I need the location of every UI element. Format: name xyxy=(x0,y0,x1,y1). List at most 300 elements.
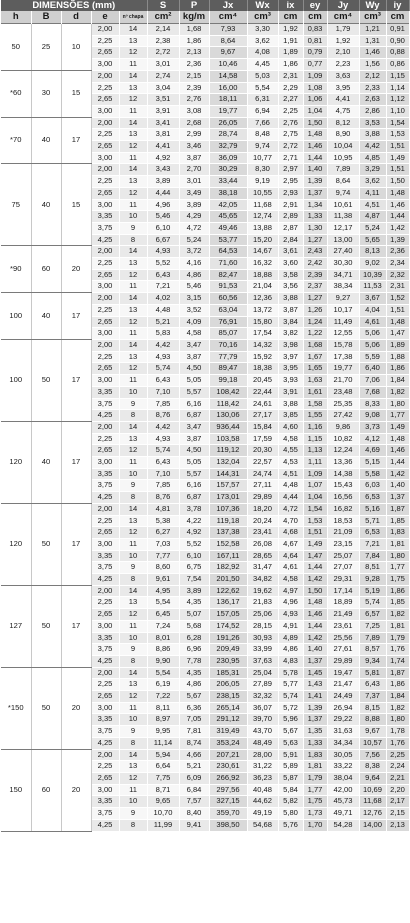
table-cell: 2,00 xyxy=(91,246,119,258)
table-cell: 11 xyxy=(119,620,147,632)
table-cell: 2,13 xyxy=(179,47,209,59)
table-cell: 2,97 xyxy=(278,164,303,176)
table-cell: 77,79 xyxy=(209,351,247,363)
table-cell: 24,74 xyxy=(247,468,278,480)
table-cell: 5,15 xyxy=(359,457,386,469)
table-cell: 8,76 xyxy=(147,492,179,504)
table-cell: 17,38 xyxy=(327,351,359,363)
table-cell: 266,92 xyxy=(209,773,247,785)
dimension-h: *90 xyxy=(1,246,31,293)
table-cell: 7,22 xyxy=(147,691,179,703)
table-cell: 8 xyxy=(119,410,147,422)
table-cell: 3,88 xyxy=(278,398,303,410)
table-cell: 23,15 xyxy=(327,538,359,550)
table-cell: 44,62 xyxy=(247,796,278,808)
table-cell: 4,09 xyxy=(179,316,209,328)
table-cell: 4,25 xyxy=(91,737,119,749)
table-cell: 39,70 xyxy=(247,714,278,726)
header-ey: ey xyxy=(303,0,327,11)
table-cell: 5,87 xyxy=(278,773,303,785)
table-cell: 4,41 xyxy=(147,141,179,153)
table-cell: 9,74 xyxy=(247,141,278,153)
table-cell: 12 xyxy=(119,773,147,785)
table-cell: 8,38 xyxy=(359,761,386,773)
table-cell: 2,32 xyxy=(386,269,409,281)
table-cell: 3,75 xyxy=(91,644,119,656)
table-cell: 42,00 xyxy=(327,784,359,796)
table-cell: 2,38 xyxy=(147,35,179,47)
table-cell: 1,43 xyxy=(303,679,327,691)
table-cell: 12 xyxy=(119,94,147,106)
table-cell: 3,51 xyxy=(147,94,179,106)
table-cell: 14 xyxy=(119,339,147,351)
table-cell: 2,25 xyxy=(91,176,119,188)
table-cell: 6,31 xyxy=(247,94,278,106)
table-cell: 3,30 xyxy=(247,24,278,36)
table-cell: 13 xyxy=(119,35,147,47)
table-cell: 12 xyxy=(119,609,147,621)
table-cell: 13,88 xyxy=(247,222,278,234)
table-cell: 2,99 xyxy=(179,129,209,141)
table-cell: 43,70 xyxy=(247,726,278,738)
table-cell: 2,37 xyxy=(303,281,327,293)
table-cell: 14 xyxy=(119,117,147,129)
table-cell: 3,75 xyxy=(91,398,119,410)
table-cell: 11,38 xyxy=(327,211,359,223)
table-cell: 21,04 xyxy=(247,281,278,293)
table-cell: 26,94 xyxy=(327,702,359,714)
table-cell: 2,00 xyxy=(91,585,119,597)
table-cell: 14 xyxy=(119,293,147,305)
table-cell: 29,22 xyxy=(327,714,359,726)
table-cell: 157,57 xyxy=(209,480,247,492)
dimension-b: 50 xyxy=(31,503,61,585)
table-cell: 167,11 xyxy=(209,550,247,562)
dimension-b: 50 xyxy=(31,339,61,421)
table-cell: 15,78 xyxy=(327,339,359,351)
header-n-chapa: nº chapa xyxy=(119,11,147,24)
unit-ix: cm xyxy=(278,11,303,24)
table-cell: 1,42 xyxy=(303,632,327,644)
dimension-d: 15 xyxy=(61,164,91,246)
table-cell: 10,77 xyxy=(247,152,278,164)
table-cell: 291,12 xyxy=(209,714,247,726)
table-body xyxy=(1,24,409,832)
table-cell: 13 xyxy=(119,82,147,94)
table-cell: 209,49 xyxy=(209,644,247,656)
header-Wx: Wx xyxy=(247,0,278,11)
table-cell: 1,42 xyxy=(386,468,409,480)
table-cell: 2,68 xyxy=(179,117,209,129)
table-cell: 4,75 xyxy=(327,105,359,117)
table-cell: 1,15 xyxy=(386,70,409,82)
table-cell: 6,10 xyxy=(147,222,179,234)
table-cell: 8 xyxy=(119,819,147,831)
table-cell: 14 xyxy=(119,246,147,258)
table-cell: 60,56 xyxy=(209,293,247,305)
table-cell: 1,44 xyxy=(303,152,327,164)
table-cell: 16,32 xyxy=(247,258,278,270)
table-cell: 5,71 xyxy=(359,515,386,527)
table-cell: 1,58 xyxy=(303,398,327,410)
table-cell: 7,89 xyxy=(359,632,386,644)
table-cell: 238,15 xyxy=(209,691,247,703)
table-cell: 5,52 xyxy=(147,258,179,270)
table-cell: 12 xyxy=(119,316,147,328)
table-cell: 11,68 xyxy=(359,796,386,808)
table-row xyxy=(1,246,409,258)
table-cell: 70,16 xyxy=(209,339,247,351)
table-cell: 17,14 xyxy=(327,585,359,597)
table-cell: 0,88 xyxy=(386,47,409,59)
table-cell: 21,83 xyxy=(247,597,278,609)
table-cell: 9,61 xyxy=(147,574,179,586)
table-cell: 1,74 xyxy=(386,655,409,667)
table-cell: 1,53 xyxy=(386,129,409,141)
table-cell: 0,77 xyxy=(303,59,327,71)
table-cell: 5,05 xyxy=(179,457,209,469)
table-cell: 3,75 xyxy=(91,808,119,820)
table-cell: 2,91 xyxy=(278,199,303,211)
table-cell: 4,93 xyxy=(147,246,179,258)
table-cell: 10,70 xyxy=(147,808,179,820)
table-cell: 11 xyxy=(119,199,147,211)
table-cell: 2,20 xyxy=(386,784,409,796)
table-cell: 8,15 xyxy=(359,702,386,714)
table-cell: 4,97 xyxy=(278,585,303,597)
table-cell: 76,91 xyxy=(209,316,247,328)
table-cell: 5,21 xyxy=(147,316,179,328)
table-cell: 1,37 xyxy=(303,187,327,199)
table-cell: 1,37 xyxy=(386,492,409,504)
table-cell: 1,40 xyxy=(303,644,327,656)
dimension-h: 50 xyxy=(1,24,31,71)
table-cell: 2,00 xyxy=(91,24,119,36)
dimension-h: 75 xyxy=(1,164,31,246)
table-cell: 12,76 xyxy=(359,808,386,820)
table-cell: 3,35 xyxy=(91,386,119,398)
table-cell: 8,51 xyxy=(359,562,386,574)
table-cell: 1,06 xyxy=(303,94,327,106)
table-cell: 10,61 xyxy=(327,199,359,211)
table-cell: 4,92 xyxy=(147,152,179,164)
table-cell: 12,74 xyxy=(247,211,278,223)
table-cell: 2,00 xyxy=(91,421,119,433)
table-cell: 5,24 xyxy=(359,222,386,234)
table-cell: 137,38 xyxy=(209,527,247,539)
table-cell: 9,34 xyxy=(359,655,386,667)
table-cell: 3,62 xyxy=(359,176,386,188)
table-cell: 4,12 xyxy=(359,433,386,445)
table-cell: 3,75 xyxy=(91,726,119,738)
table-cell: 9,65 xyxy=(147,796,179,808)
table-cell: 2,13 xyxy=(386,819,409,831)
table-cell: 0,86 xyxy=(386,59,409,71)
table-header xyxy=(1,0,409,24)
dimension-h: 120 xyxy=(1,503,31,585)
table-cell: 1,48 xyxy=(386,316,409,328)
table-cell: 1,52 xyxy=(386,293,409,305)
table-cell: 4,93 xyxy=(147,433,179,445)
table-cell: 13 xyxy=(119,597,147,609)
table-cell: 1,41 xyxy=(303,691,327,703)
table-cell: 6,36 xyxy=(179,702,209,714)
dimension-b: 30 xyxy=(31,70,61,117)
table-cell: 3,35 xyxy=(91,632,119,644)
table-cell: 1,78 xyxy=(386,726,409,738)
table-cell: 11 xyxy=(119,457,147,469)
table-cell: 13,72 xyxy=(247,304,278,316)
table-cell: 8,12 xyxy=(327,117,359,129)
dimension-b: 40 xyxy=(31,293,61,340)
table-cell: 1,04 xyxy=(303,105,327,117)
table-cell: 12 xyxy=(119,363,147,375)
table-cell: 1,33 xyxy=(303,211,327,223)
table-cell: 54,68 xyxy=(247,819,278,831)
table-cell: 3,00 xyxy=(91,457,119,469)
table-cell: 7,25 xyxy=(359,620,386,632)
table-cell: 8,74 xyxy=(179,737,209,749)
table-cell: 2,36 xyxy=(179,59,209,71)
table-cell: 31,47 xyxy=(247,562,278,574)
table-cell: 6,27 xyxy=(147,527,179,539)
table-cell: 2,65 xyxy=(91,527,119,539)
table-cell: 6,53 xyxy=(359,527,386,539)
table-row xyxy=(1,585,409,597)
table-cell: 1,80 xyxy=(386,398,409,410)
table-cell: 9,67 xyxy=(359,726,386,738)
header-row-units xyxy=(1,11,409,24)
table-cell: 2,36 xyxy=(386,246,409,258)
table-cell: 5,21 xyxy=(179,761,209,773)
table-cell: 23,61 xyxy=(327,620,359,632)
table-cell: 5,57 xyxy=(179,468,209,480)
table-cell: 3,63 xyxy=(327,70,359,82)
table-cell: 1,81 xyxy=(386,538,409,550)
table-cell: 3,88 xyxy=(278,293,303,305)
table-cell: 174,52 xyxy=(209,620,247,632)
table-cell: 8 xyxy=(119,234,147,246)
table-cell: 4,48 xyxy=(147,304,179,316)
table-cell: 8,64 xyxy=(209,35,247,47)
table-cell: 3,75 xyxy=(91,480,119,492)
table-cell: 4,60 xyxy=(278,421,303,433)
table-cell: 3,08 xyxy=(179,105,209,117)
table-cell: 152,58 xyxy=(209,538,247,550)
dimensions-header: DIMENSÕES (mm) xyxy=(1,0,147,11)
table-cell: 3,87 xyxy=(278,304,303,316)
table-cell: 30,30 xyxy=(327,258,359,270)
table-cell: 11 xyxy=(119,702,147,714)
table-cell: 16,56 xyxy=(327,492,359,504)
table-cell: 7,06 xyxy=(359,375,386,387)
table-cell: 11 xyxy=(119,59,147,71)
table-cell: 327,15 xyxy=(209,796,247,808)
table-cell: 5,54 xyxy=(147,597,179,609)
table-cell: 6,67 xyxy=(147,234,179,246)
table-cell: 5,68 xyxy=(179,620,209,632)
table-cell: 1,55 xyxy=(303,410,327,422)
table-cell: 1,48 xyxy=(386,433,409,445)
table-cell: 4,50 xyxy=(179,363,209,375)
table-cell: 3,97 xyxy=(278,351,303,363)
table-cell: 7,89 xyxy=(327,164,359,176)
table-cell: 5,76 xyxy=(278,819,303,831)
table-cell: 26,05 xyxy=(209,117,247,129)
table-cell: 8,60 xyxy=(147,562,179,574)
table-cell: 9 xyxy=(119,398,147,410)
table-cell: 2,72 xyxy=(147,47,179,59)
table-cell: 7,57 xyxy=(179,796,209,808)
table-cell: 12 xyxy=(119,47,147,59)
table-cell: 2,65 xyxy=(91,691,119,703)
table-cell: 85,07 xyxy=(209,328,247,340)
table-cell: 5,94 xyxy=(147,749,179,761)
table-cell: 5,91 xyxy=(278,749,303,761)
table-cell: 27,17 xyxy=(247,410,278,422)
table-cell: 4,72 xyxy=(179,222,209,234)
table-cell: 1,77 xyxy=(386,562,409,574)
table-cell: 10,39 xyxy=(359,269,386,281)
table-cell: 1,24 xyxy=(303,316,327,328)
dimension-h: *60 xyxy=(1,70,31,117)
table-cell: 3,46 xyxy=(179,141,209,153)
table-cell: 4,48 xyxy=(278,480,303,492)
table-cell: 4,42 xyxy=(147,339,179,351)
table-cell: 4,96 xyxy=(147,199,179,211)
table-cell: 1,79 xyxy=(327,24,359,36)
table-cell: 2,31 xyxy=(278,70,303,82)
table-cell: 157,05 xyxy=(209,609,247,621)
table-cell: 4,44 xyxy=(147,187,179,199)
table-cell: 37,63 xyxy=(247,655,278,667)
table-cell: 3,85 xyxy=(278,410,303,422)
table-cell: 64,53 xyxy=(209,246,247,258)
table-cell: 5,57 xyxy=(179,386,209,398)
table-cell: 11,14 xyxy=(147,737,179,749)
table-cell: 3,89 xyxy=(179,585,209,597)
table-cell: 1,13 xyxy=(303,445,327,457)
table-cell: 1,82 xyxy=(386,386,409,398)
header-Wy: Wy xyxy=(359,0,386,11)
table-cell: 7,66 xyxy=(247,117,278,129)
table-cell: 1,86 xyxy=(179,35,209,47)
dimension-b: 60 xyxy=(31,749,61,831)
table-cell: 2,84 xyxy=(278,234,303,246)
table-cell: 3,61 xyxy=(278,246,303,258)
table-cell: 4,16 xyxy=(179,258,209,270)
table-cell: 7,75 xyxy=(147,773,179,785)
table-row xyxy=(1,24,409,36)
table-cell: 9,28 xyxy=(359,574,386,586)
table-cell: 91,53 xyxy=(209,281,247,293)
table-cell: 5,89 xyxy=(278,761,303,773)
table-cell: 3,81 xyxy=(147,129,179,141)
table-cell: 2,65 xyxy=(91,47,119,59)
table-cell: 3,00 xyxy=(91,59,119,71)
table-cell: 3,75 xyxy=(91,562,119,574)
table-cell: 5,05 xyxy=(179,375,209,387)
table-cell: 2,86 xyxy=(359,105,386,117)
table-cell: 3,87 xyxy=(179,152,209,164)
table-cell: 8,30 xyxy=(247,164,278,176)
table-cell: 49,71 xyxy=(327,808,359,820)
table-cell: 27,40 xyxy=(327,246,359,258)
table-cell: 4,02 xyxy=(147,293,179,305)
table-cell: 2,00 xyxy=(91,117,119,129)
table-cell: 6,16 xyxy=(179,480,209,492)
table-cell: 36,09 xyxy=(209,152,247,164)
table-cell: 1,87 xyxy=(386,503,409,515)
table-cell: 2,25 xyxy=(91,679,119,691)
table-cell: 5,03 xyxy=(247,70,278,82)
table-cell: 1,51 xyxy=(386,141,409,153)
table-cell: 1,46 xyxy=(359,47,386,59)
table-cell: 13 xyxy=(119,761,147,773)
table-cell: 3,35 xyxy=(91,796,119,808)
table-cell: 30,05 xyxy=(327,749,359,761)
table-cell: 2,95 xyxy=(278,176,303,188)
table-cell: 6,10 xyxy=(179,550,209,562)
table-cell: 3,52 xyxy=(179,304,209,316)
table-cell: 265,14 xyxy=(209,702,247,714)
table-cell: 8,01 xyxy=(147,632,179,644)
table-cell: 4,50 xyxy=(179,445,209,457)
table-cell: 2,00 xyxy=(91,164,119,176)
table-cell: 2,42 xyxy=(303,258,327,270)
table-cell: 1,47 xyxy=(303,550,327,562)
table-cell: 2,25 xyxy=(91,258,119,270)
table-cell: 29,89 xyxy=(327,655,359,667)
dimension-d: 17 xyxy=(61,503,91,585)
table-cell: 1,09 xyxy=(303,468,327,480)
table-cell: 12 xyxy=(119,269,147,281)
table-row xyxy=(1,164,409,176)
table-cell: 5,06 xyxy=(359,339,386,351)
table-cell: 2,43 xyxy=(303,246,327,258)
table-cell: 6,40 xyxy=(359,363,386,375)
table-cell: 19,77 xyxy=(327,363,359,375)
table-cell: 136,17 xyxy=(209,597,247,609)
table-cell: 1,45 xyxy=(303,667,327,679)
table-cell: 15,84 xyxy=(247,421,278,433)
table-cell: 49,19 xyxy=(247,808,278,820)
table-cell: 5,16 xyxy=(359,503,386,515)
table-cell: 6,28 xyxy=(179,632,209,644)
table-cell: 398,50 xyxy=(209,819,247,831)
table-cell: 3,00 xyxy=(91,105,119,117)
table-cell: 1,88 xyxy=(386,351,409,363)
table-cell: 122,62 xyxy=(209,585,247,597)
table-cell: 10 xyxy=(119,632,147,644)
table-cell: 1,49 xyxy=(386,152,409,164)
table-cell: 5,96 xyxy=(278,714,303,726)
table-cell: 1,48 xyxy=(303,129,327,141)
table-cell: 27,42 xyxy=(327,410,359,422)
table-cell: 14 xyxy=(119,164,147,176)
table-cell: 0,79 xyxy=(303,47,327,59)
dimension-d: 17 xyxy=(61,117,91,164)
table-cell: 1,11 xyxy=(303,457,327,469)
table-cell: 2,39 xyxy=(179,82,209,94)
table-cell: 2,25 xyxy=(91,351,119,363)
table-cell: 4,69 xyxy=(359,445,386,457)
table-cell: 10,17 xyxy=(327,304,359,316)
table-cell: 107,36 xyxy=(209,503,247,515)
table-cell: 8,88 xyxy=(359,714,386,726)
table-cell: 2,14 xyxy=(147,24,179,36)
table-cell: 4,91 xyxy=(278,620,303,632)
